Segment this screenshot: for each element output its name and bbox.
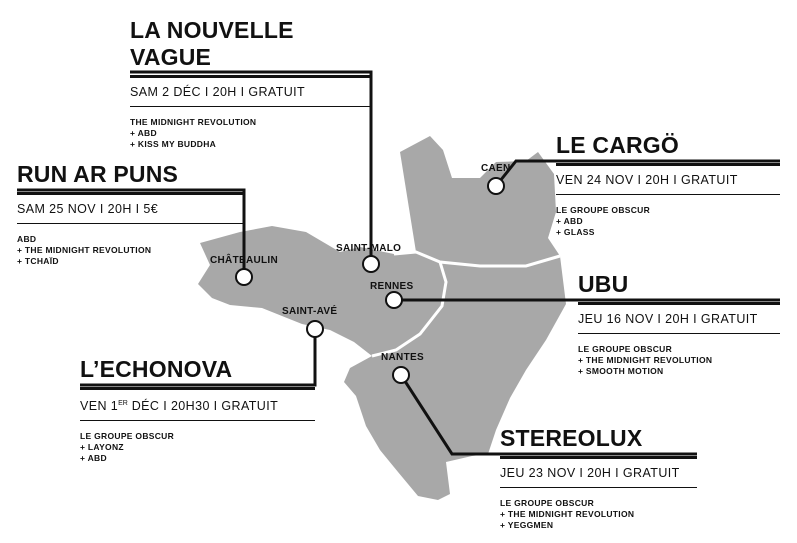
- venue-info: JEU 16 NOV I 20H I GRATUIT: [578, 302, 780, 334]
- lineup-item: + SMOOTH MOTION: [578, 366, 664, 376]
- venue-lechonova: [80, 356, 315, 464]
- lineup-item: + TCHAÏD: [17, 256, 59, 266]
- city-label-chateaulin: CHÂTEAULIN: [210, 255, 278, 266]
- region-normandie: [400, 136, 560, 266]
- venue-info-suffix: DÉC I 20H30 I GRATUIT: [127, 399, 279, 413]
- city-marker-saint-ave: [307, 321, 323, 337]
- venue-title: RUN AR PUNS: [17, 161, 179, 187]
- venue-info-ordinal: ER: [118, 400, 128, 407]
- city-label-nantes: NANTES: [381, 352, 424, 363]
- venue-title: L’ECHONOVA: [80, 356, 233, 382]
- lineup-list: [130, 117, 371, 150]
- lineup-item: + THE MIDNIGHT REVOLUTION: [17, 245, 152, 255]
- city-marker-chateaulin: [236, 269, 252, 285]
- city-marker-saint-malo: [363, 256, 379, 272]
- lineup-item: + LAYONZ: [80, 442, 124, 452]
- lineup-list: [500, 498, 697, 531]
- city-label-caen: CAEN: [481, 163, 511, 174]
- lineup-list: [80, 431, 315, 464]
- city-marker-nantes: [393, 367, 409, 383]
- venue-ubu: [578, 271, 780, 377]
- lineup-item: + THE MIDNIGHT REVOLUTION: [578, 355, 713, 365]
- lineup-list: [578, 344, 780, 377]
- lineup-item: ABD: [17, 234, 37, 244]
- city-label-saint-malo: SAINT-MALO: [336, 243, 402, 254]
- lineup-item: LE GROUPE OBSCUR: [556, 205, 651, 215]
- venue-info-prefix: VEN 1: [80, 399, 119, 413]
- venue-title-line1: LA NOUVELLE: [130, 17, 294, 43]
- venue-le-cargo: [556, 132, 780, 238]
- venue-info: JEU 23 NOV I 20H I GRATUIT: [500, 456, 697, 488]
- lineup-item: LE GROUPE OBSCUR: [500, 498, 595, 508]
- city-marker-caen: [488, 178, 504, 194]
- lineup-item: LE GROUPE OBSCUR: [578, 344, 673, 354]
- venue-title-line2: VAGUE: [130, 44, 212, 70]
- venue-title: LE CARGÖ: [556, 132, 679, 158]
- venue-title: [130, 17, 371, 71]
- venue-info: SAM 25 NOV I 20H I 5€: [17, 192, 244, 224]
- lineup-item: THE MIDNIGHT REVOLUTION: [130, 117, 257, 127]
- venue-la-nouvelle-vague: [130, 17, 371, 150]
- lineup-item: + GLASS: [556, 227, 595, 237]
- lineup-list: [17, 234, 244, 267]
- lineup-item: + KISS MY BUDDHA: [130, 139, 217, 149]
- lineup-item: + YEGGMEN: [500, 520, 554, 530]
- city-marker-rennes: [386, 292, 402, 308]
- lineup-item: + ABD: [130, 128, 157, 138]
- venue-title: STEREOLUX: [500, 425, 643, 451]
- lineup-list: [556, 205, 780, 238]
- venue-info: [80, 387, 315, 421]
- venue-info: SAM 2 DÉC I 20H I GRATUIT: [130, 75, 371, 107]
- city-label-saint-ave: SAINT-AVÉ: [282, 306, 338, 317]
- lineup-item: + THE MIDNIGHT REVOLUTION: [500, 509, 635, 519]
- venue-run-ar-puns: [17, 161, 244, 267]
- lineup-item: + ABD: [556, 216, 583, 226]
- venue-stereolux: [500, 425, 697, 531]
- city-label-rennes: RENNES: [370, 281, 414, 292]
- lineup-item: + ABD: [80, 453, 107, 463]
- lineup-item: LE GROUPE OBSCUR: [80, 431, 175, 441]
- venue-info: VEN 24 NOV I 20H I GRATUIT: [556, 163, 780, 195]
- venue-title: UBU: [578, 271, 629, 297]
